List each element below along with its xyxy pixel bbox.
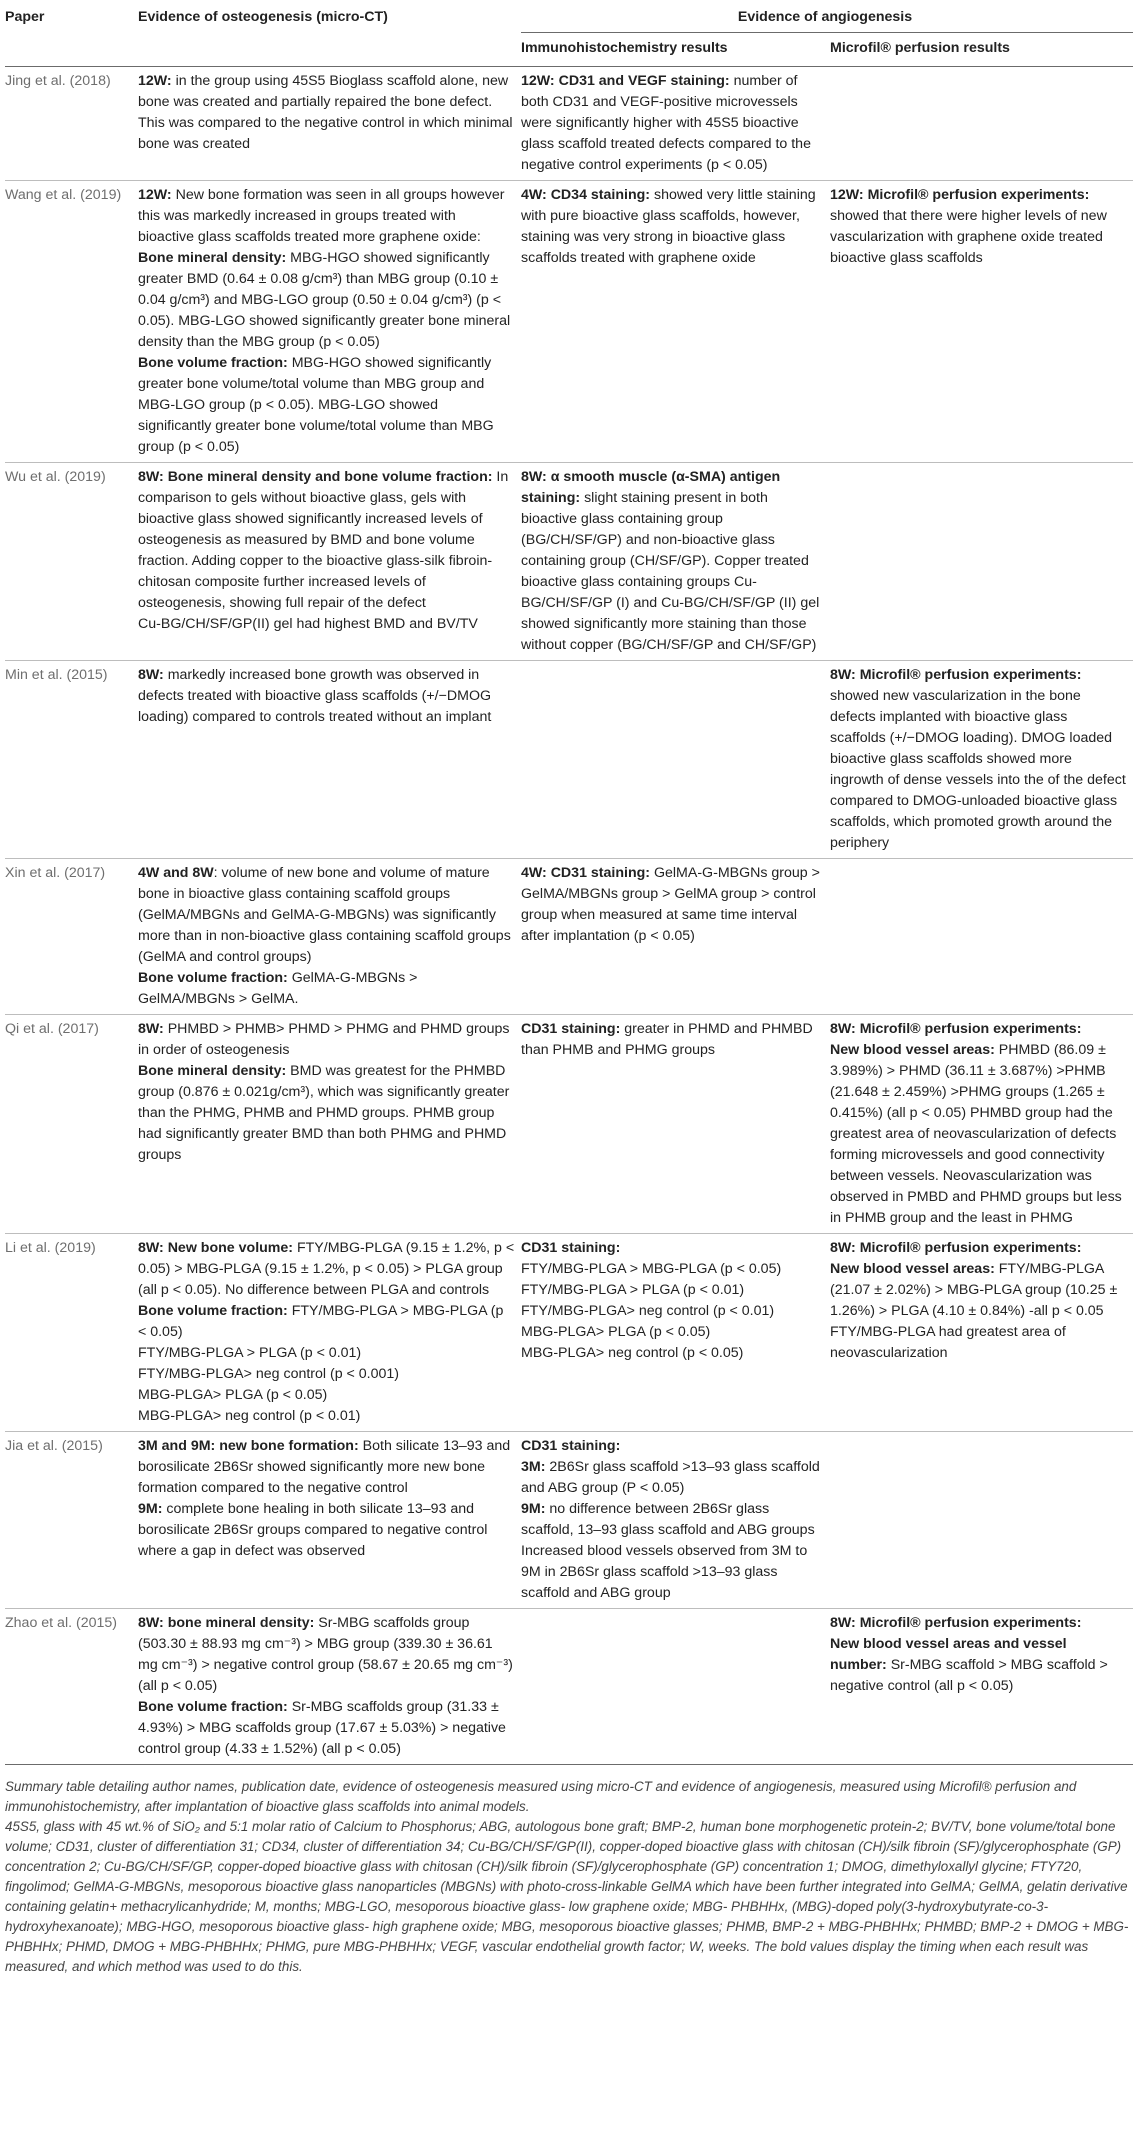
immunohistochemistry-cell xyxy=(521,1609,830,1765)
microfil-cell xyxy=(830,181,1133,463)
osteogenesis-cell xyxy=(138,67,521,181)
cell-paragraph xyxy=(138,353,515,458)
body-text: showed very little staining with pure bioactive glass scaffolds, however, staining was very strong in bioactive glass scaffolds treated with graphene oxide xyxy=(521,187,816,266)
cell-paragraph xyxy=(138,1301,515,1343)
cell-paragraph xyxy=(138,1697,515,1760)
cell-paragraph xyxy=(521,1499,824,1541)
bold-label: Bone volume fraction: xyxy=(138,1303,288,1319)
cell-paragraph xyxy=(830,185,1127,269)
body-text: FTY/MBG-PLGA> neg control (p < 0.001) xyxy=(138,1366,400,1382)
body-text: showed that there were higher levels of new vascularization with graphene oxide treated bioactive glass scaffolds xyxy=(830,208,1107,266)
cell-paragraph xyxy=(521,863,824,947)
immunohistochemistry-cell xyxy=(521,181,830,463)
paper-cell: Li et al. (2019) xyxy=(5,1240,96,1256)
table-row xyxy=(5,1015,1133,1234)
cell-paragraph xyxy=(138,1343,515,1364)
bold-label: 12W: xyxy=(138,187,172,203)
table-row xyxy=(5,67,1133,181)
body-text: MBG-HGO showed significantly greater bone volume/total volume than MBG group and MBG-LGO group (p < 0.05). MBG-LGO showed significantly greater bone volume/total volume than MBG group (p < 0.05) xyxy=(138,355,494,455)
cell-paragraph xyxy=(138,467,515,614)
paper-cell: Wang et al. (2019) xyxy=(5,187,122,203)
cell-paragraph xyxy=(138,1613,515,1697)
bold-label: 8W: xyxy=(138,667,164,683)
immunohistochemistry-cell xyxy=(521,661,830,859)
cell-paragraph xyxy=(138,968,515,1010)
bold-label: 12W: CD31 and VEGF staining: xyxy=(521,73,730,89)
table-row xyxy=(5,661,1133,859)
body-text: FTY/MBG-PLGA > PLGA (p < 0.01) xyxy=(521,1282,745,1298)
paper-cell: Min et al. (2015) xyxy=(5,667,108,683)
body-text: Sr-MBG scaffolds group (31.33 ± 4.93%) > MBG scaffolds group (17.67 ± 5.03%) > negative control group (4.33 ± 1.52%) (all p < 0.05) xyxy=(138,1699,506,1757)
body-text: GelMA-G-MBGNs > GelMA/MBGNs > GelMA. xyxy=(138,970,418,1007)
cell-paragraph xyxy=(830,1259,1127,1322)
osteogenesis-cell xyxy=(138,463,521,661)
cell-paragraph xyxy=(521,185,824,269)
paper-cell: Jia et al. (2015) xyxy=(5,1438,103,1454)
cell-paragraph xyxy=(521,1280,824,1301)
cell-paragraph xyxy=(138,1385,515,1406)
summary-table xyxy=(5,6,1133,1765)
body-text: slight staining present in both bioactive glass containing group (BG/CH/SF/GP) and non-bioactive glass containing group (CH/SF/GP). Copper treated bioactive glass containing groups Cu-BG/CH/SF/GP (I) and Cu-BG/CH/SF/GP (II) gel showed significantly more staining than those without copper (BG/CH/SF/GP and CH/SF/GP) xyxy=(521,490,820,653)
microfil-cell xyxy=(830,1015,1133,1234)
bold-label: 8W: Microfil® perfusion experiments: xyxy=(830,1615,1082,1631)
cell-paragraph xyxy=(138,1406,515,1427)
bold-label: 4W: CD31 staining: xyxy=(521,865,651,881)
body-text: Both silicate 13–93 and borosilicate 2B6Sr showed significantly more new bone formation compared to the negative control xyxy=(138,1438,511,1496)
cell-paragraph xyxy=(138,248,515,353)
microfil-cell xyxy=(830,1609,1133,1765)
bold-label: 12W: Microfil® perfusion experiments: xyxy=(830,187,1090,203)
osteogenesis-cell xyxy=(138,1234,521,1432)
paper-cell: Qi et al. (2017) xyxy=(5,1021,99,1037)
body-text: PHMBD (86.09 ± 3.989%) > PHMD (36.11 ± 3.687%) >PHMB (21.648 ± 2.459%) >PHMG groups (1.265 ± 0.415%) (all p < 0.05) PHMBD group had the greatest area of neovascularization of defects forming microvessels and good connectivity between vessels. Neovascularization was observed in PMBD and PHMD groups but less in PHMB group and the least in PHMG xyxy=(830,1042,1122,1226)
body-text: complete bone healing in both silicate 13–93 and borosilicate 2B6Sr groups compared to negative control where a gap in defect was observed xyxy=(138,1501,488,1559)
cell-paragraph xyxy=(521,71,824,176)
body-text: Increased blood vessels observed from 3M to 9M in 2B6Sr glass scaffold >13–93 glass scaffold and ABG group xyxy=(521,1543,808,1601)
bold-label: Bone volume fraction: xyxy=(138,355,288,371)
table-row xyxy=(5,1432,1133,1609)
cell-paragraph xyxy=(138,614,515,635)
body-text: MBG-PLGA> neg control (p < 0.05) xyxy=(521,1345,744,1361)
body-text: FTY/MBG-PLGA (9.15 ± 1.2%, p < 0.05) > MBG-PLGA (9.15 ± 1.2%, p < 0.05) > PLGA group (all p < 0.05). No difference between PLGA and controls xyxy=(138,1240,515,1298)
bold-label: Bone volume fraction: xyxy=(138,1699,288,1715)
cell-paragraph xyxy=(138,1499,515,1562)
microfil-cell xyxy=(830,661,1133,859)
bold-label: Bone mineral density: xyxy=(138,250,287,266)
bold-label: 8W: New bone volume: xyxy=(138,1240,294,1256)
cell-paragraph xyxy=(830,1019,1127,1040)
cell-paragraph xyxy=(521,1019,824,1061)
body-text: 2B6Sr glass scaffold >13–93 glass scaffold and ABG group (P < 0.05) xyxy=(521,1459,820,1496)
bold-label: 8W: Microfil® perfusion experiments: xyxy=(830,1021,1082,1037)
bold-label: CD31 staining: xyxy=(521,1438,621,1454)
bold-label: 8W: Microfil® perfusion experiments: xyxy=(830,1240,1082,1256)
body-text: FTY/MBG-PLGA > MBG-PLGA (p < 0.05) xyxy=(138,1303,504,1340)
osteogenesis-cell xyxy=(138,1432,521,1609)
body-text: In comparison to gels without bioactive glass, gels with bioactive glass showed significantly increased levels of osteogenesis as measured by BMD and bone volume fraction. Adding copper to the bioactive glass-silk fibroin-chitosan composite further increased levels of osteogenesis, showing full repair of the defect xyxy=(138,469,509,611)
bold-label: 3M and 9M: new bone formation: xyxy=(138,1438,359,1454)
bold-label: 4W: CD34 staining: xyxy=(521,187,651,203)
osteogenesis-cell xyxy=(138,661,521,859)
cell-paragraph xyxy=(138,1436,515,1499)
header-paper: Paper xyxy=(5,9,45,25)
immunohistochemistry-cell xyxy=(521,1432,830,1609)
table-row xyxy=(5,181,1133,463)
body-text: BMD was greatest for the PHMBD group (0.876 ± 0.021g/cm³), which was significantly greater than the PHMG, PHMB and PHMD groups. PHMB group had significantly greater BMD than both PHMG and PHMD groups xyxy=(138,1063,510,1163)
bold-label: Bone mineral density: xyxy=(138,1063,287,1079)
cell-paragraph xyxy=(521,1436,824,1457)
cell-paragraph xyxy=(521,1259,824,1280)
table-row xyxy=(5,1234,1133,1432)
cell-paragraph xyxy=(830,1322,1127,1364)
body-text: GelMA-G-MBGNs group > GelMA/MBGNs group > GelMA group > control group when measured at same time interval after implantation (p < 0.05) xyxy=(521,865,820,944)
bold-label: New blood vessel areas: xyxy=(830,1042,995,1058)
body-text: MBG-PLGA> PLGA (p < 0.05) xyxy=(521,1324,711,1340)
bold-label: CD31 staining: xyxy=(521,1021,621,1037)
bold-label: 8W: xyxy=(138,1021,164,1037)
body-text: MBG-PLGA> PLGA (p < 0.05) xyxy=(138,1387,328,1403)
cell-paragraph xyxy=(138,185,515,248)
paper-cell: Xin et al. (2017) xyxy=(5,865,106,881)
bold-label: 8W: α smooth muscle (α-SMA) antigen staining: xyxy=(521,469,781,506)
header-angiogenesis: Evidence of angiogenesis xyxy=(521,6,1133,33)
body-text: FTY/MBG-PLGA had greatest area of neovascularization xyxy=(830,1324,1066,1361)
caption-summary: Summary table detailing author names, publication date, evidence of osteogenesis measured using micro-CT and evidence of angiogenesis, measured using Microfil® perfusion and immunohistochemistry, after implantation of bioactive glass scaffolds into animal models. xyxy=(5,1779,1077,1814)
immunohistochemistry-cell xyxy=(521,463,830,661)
bold-label: 4W and 8W xyxy=(138,865,214,881)
bold-label: 8W: bone mineral density: xyxy=(138,1615,315,1631)
cell-paragraph xyxy=(521,1322,824,1343)
cell-paragraph xyxy=(138,1061,515,1166)
body-text: FTY/MBG-PLGA > PLGA (p < 0.01) xyxy=(138,1345,362,1361)
body-text: PHMBD > PHMB> PHMD > PHMG and PHMD groups in order of osteogenesis xyxy=(138,1021,510,1058)
body-text: Sr-MBG scaffold > MBG scaffold > negative control (all p < 0.05) xyxy=(830,1657,1108,1694)
cell-paragraph xyxy=(830,1613,1127,1634)
cell-paragraph xyxy=(138,863,515,968)
bold-label: 8W: Bone mineral density and bone volume fraction: xyxy=(138,469,493,485)
body-text: MBG-HGO showed significantly greater BMD (0.64 ± 0.08 g/cm³) than MBG group (0.10 ± 0.04 g/cm³) and MBG-LGO group (0.50 ± 0.04 g/cm³) (p < 0.05). MBG-LGO showed significantly greater bone mineral density than the MBG group (p < 0.05) xyxy=(138,250,511,350)
microfil-cell xyxy=(830,67,1133,181)
immunohistochemistry-cell xyxy=(521,1015,830,1234)
cell-paragraph xyxy=(521,1457,824,1499)
immunohistochemistry-cell xyxy=(521,1234,830,1432)
microfil-cell xyxy=(830,1234,1133,1432)
microfil-cell xyxy=(830,463,1133,661)
body-text: markedly increased bone growth was observed in defects treated with bioactive glass scaffolds (+/−DMOG loading) compared to controls treated without an implant xyxy=(138,667,492,725)
cell-paragraph xyxy=(138,665,515,728)
table-caption xyxy=(5,1765,1136,1977)
cell-paragraph xyxy=(830,665,1127,854)
caption-abbreviations: 45S5, glass with 45 wt.% of SiO₂ and 5:1 molar ratio of Calcium to Phosphorus; ABG, autologous bone graft; BMP-2, human bone morphogenetic protein-2; BV/TV, bone volume/total bone volume; CD31, cluster of differentiation 31; CD34, cluster of differentiation 34; Cu-BG/CH/SF/GP(II), copper-doped bioactive glass with chitosan (CH)/silk fibroin (SF)/glycerophosphate (GP) concentration 2; Cu-BG/CH/SF/GP, copper-doped bioactive glass with chitosan (CH)/silk fibroin (SF)/glycerophosphate (GP) concentration 1; DMOG, dimethyloxallyl glycine; FTY720, fingolimod; GelMA-G-MBGNs, mesoporous bioactive glass nanoparticles (MBGNs) with photo-cross-linkable GelMA which have been further integrated into GelMA; GelMA, gelatin derivative containing gelatin+ methacrylicanhydride; M, months; MBG-LGO, mesoporous bioactive glass- low graphene oxide; MBG- PHBHHx, (MBG)-doped poly(3-hydroxybutyrate-co-3-hydroxyhexanoate); MBG-HGO, mesoporous bioactive glass- high graphene oxide; MBG, mesoporous bioactive glasses; PHMB, BMP-2 + MBG-PHBHHx; PHMBD; BMP-2 + DMOG + MBG-PHBHHx; PHMD, DMOG + MBG-PHBHHx; PHMG, pure MBG-PHBHHx; VEGF, vascular endothelial growth factor; W, weeks. The bold values display the timing when each result was measured, and which method was used to do this. xyxy=(5,1819,1129,1974)
osteogenesis-cell xyxy=(138,859,521,1015)
paper-cell: Zhao et al. (2015) xyxy=(5,1615,117,1631)
microfil-cell xyxy=(830,1432,1133,1609)
bold-label: New blood vessel areas and vessel number: xyxy=(830,1636,1067,1673)
bold-label: 9M: xyxy=(521,1501,546,1517)
body-text: FTY/MBG-PLGA (21.07 ± 2.02%) > MBG-PLGA group (10.25 ± 1.26%) > PLGA (4.10 ± 0.84%) -all p < 0.05 xyxy=(830,1261,1118,1319)
cell-paragraph xyxy=(521,1343,824,1364)
table-row xyxy=(5,859,1133,1015)
header-immunohistochemistry: Immunohistochemistry results xyxy=(521,40,728,56)
cell-paragraph xyxy=(138,71,515,155)
cell-paragraph xyxy=(521,1541,824,1604)
body-text: New bone formation was seen in all groups however this was markedly increased in groups treated with bioactive glass scaffolds treated more graphene oxide: xyxy=(138,187,505,245)
body-text: number of both CD31 and VEGF-positive microvessels were significantly higher with 45S5 bioactive glass scaffold treated defects compared to the negative control experiments (p < 0.05) xyxy=(521,73,811,173)
cell-paragraph xyxy=(830,1238,1127,1259)
header-microfil: Microfil® perfusion results xyxy=(830,40,1010,56)
body-text: no difference between 2B6Sr glass scaffold, 13–93 glass scaffold and ABG groups xyxy=(521,1501,815,1538)
immunohistochemistry-cell xyxy=(521,859,830,1015)
table-row xyxy=(5,1609,1133,1765)
cell-paragraph xyxy=(521,1238,824,1259)
bold-label: Bone volume fraction: xyxy=(138,970,288,986)
bold-label: 3M: xyxy=(521,1459,546,1475)
osteogenesis-cell xyxy=(138,1015,521,1234)
cell-paragraph xyxy=(138,1238,515,1301)
table-row xyxy=(5,463,1133,661)
body-text: showed new vascularization in the bone defects implanted with bioactive glass scaffolds (+/−DMOG loading). DMOG loaded bioactive glass scaffolds showed more ingrowth of dense vessels into the of the defect compared to DMOG-unloaded bioactive glass scaffolds, which promoted growth around the periphery xyxy=(830,688,1126,851)
body-text: Sr-MBG scaffolds group (503.30 ± 88.93 mg cm⁻³) > MBG group (339.30 ± 36.61 mg cm⁻³) > negative control group (58.67 ± 20.65 mg cm⁻³) (all p < 0.05) xyxy=(138,1615,513,1694)
osteogenesis-cell xyxy=(138,181,521,463)
cell-paragraph xyxy=(830,1040,1127,1229)
body-text: : volume of new bone and volume of mature bone in bioactive glass containing scaffold groups (GelMA/MBGNs and GelMA-G-MBGNs) was significantly more than in non-bioactive glass containing scaffold groups (GelMA and control groups) xyxy=(138,865,511,965)
bold-label: New blood vessel areas: xyxy=(830,1261,995,1277)
cell-paragraph xyxy=(138,1364,515,1385)
paper-cell: Jing et al. (2018) xyxy=(5,73,111,89)
body-text: FTY/MBG-PLGA> neg control (p < 0.01) xyxy=(521,1303,775,1319)
table-body xyxy=(5,67,1133,1765)
body-text: in the group using 45S5 Bioglass scaffold alone, new bone was created and partially repaired the bone defect. This was compared to the negative control in which minimal bone was created xyxy=(138,73,513,152)
cell-paragraph xyxy=(138,1019,515,1061)
cell-paragraph xyxy=(521,467,824,656)
body-text: greater in PHMD and PHMBD than PHMB and PHMG groups xyxy=(521,1021,813,1058)
osteogenesis-cell xyxy=(138,1609,521,1765)
immunohistochemistry-cell xyxy=(521,67,830,181)
header-osteogenesis: Evidence of osteogenesis (micro-CT) xyxy=(138,9,388,25)
body-text: MBG-PLGA> neg control (p < 0.01) xyxy=(138,1408,361,1424)
cell-paragraph xyxy=(830,1634,1127,1697)
paper-cell: Wu et al. (2019) xyxy=(5,469,106,485)
body-text: Cu-BG/CH/SF/GP(II) gel had highest BMD and BV/TV xyxy=(138,616,478,632)
bold-label: CD31 staining: xyxy=(521,1240,621,1256)
cell-paragraph xyxy=(521,1301,824,1322)
bold-label: 9M: xyxy=(138,1501,163,1517)
bold-label: 12W: xyxy=(138,73,172,89)
body-text: FTY/MBG-PLGA > MBG-PLGA (p < 0.05) xyxy=(521,1261,782,1277)
bold-label: 8W: Microfil® perfusion experiments: xyxy=(830,667,1082,683)
microfil-cell xyxy=(830,859,1133,1015)
